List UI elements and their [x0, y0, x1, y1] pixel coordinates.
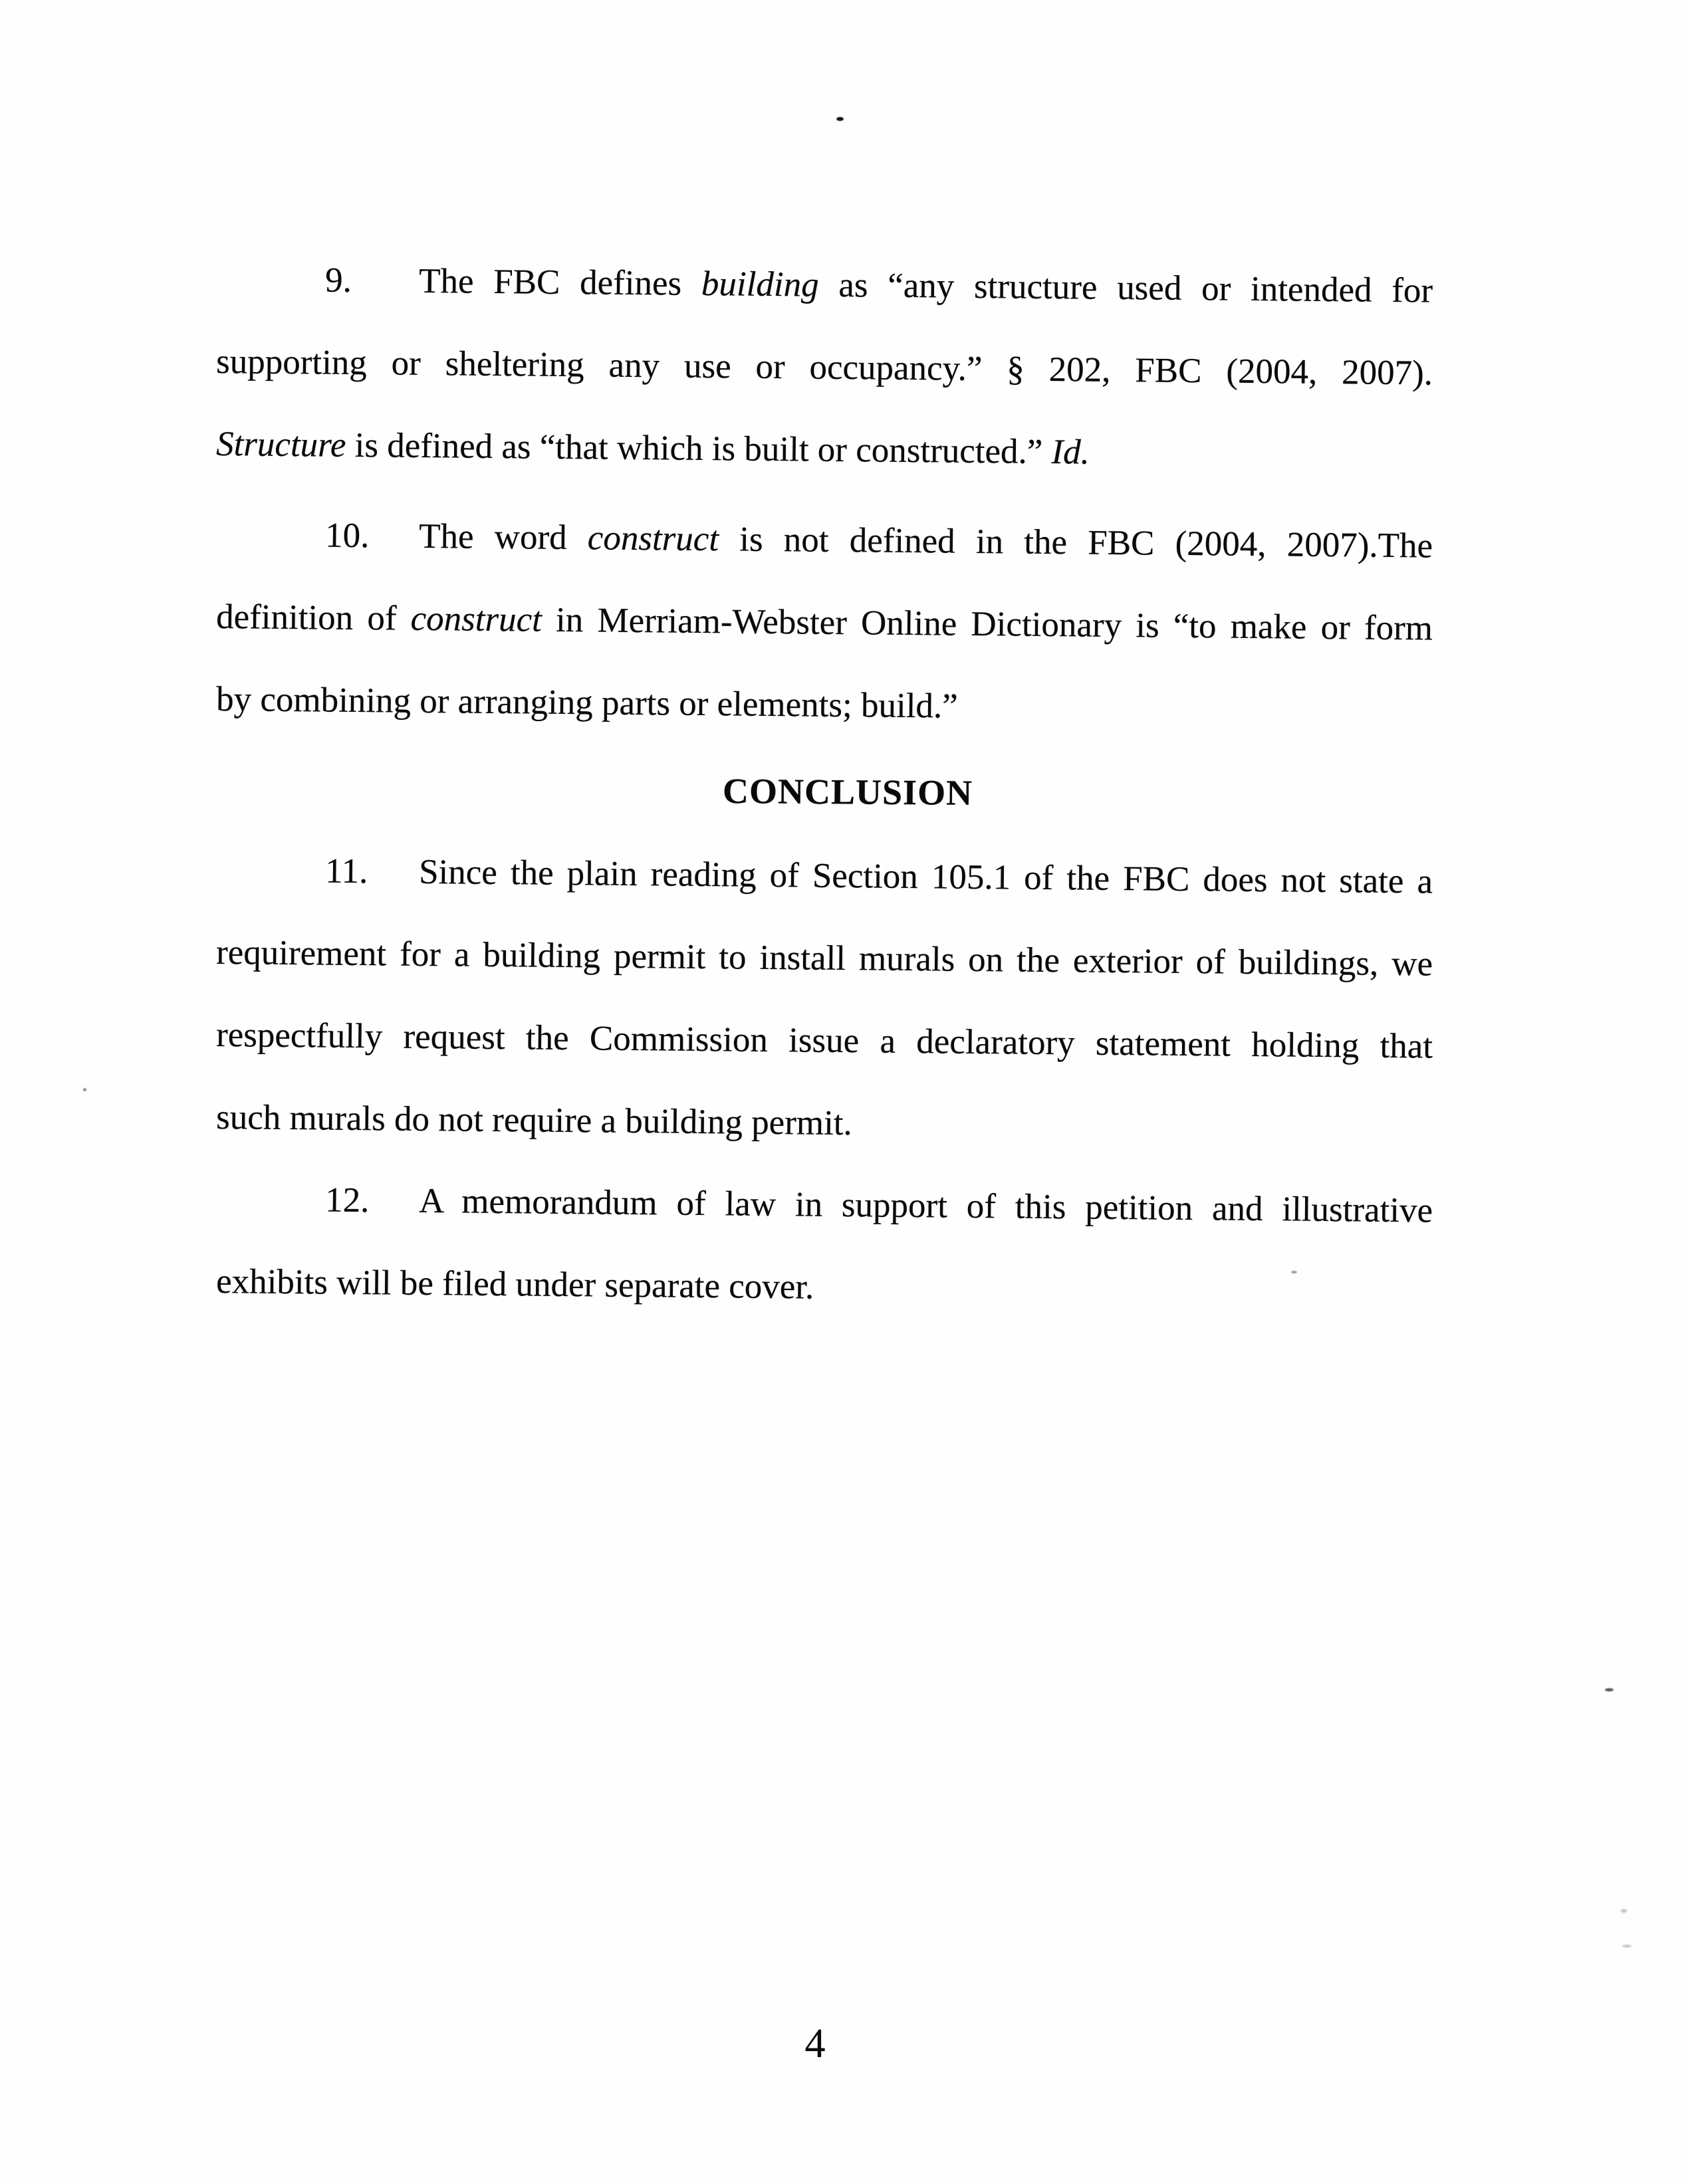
italic-term: construct [587, 518, 719, 559]
paragraph-12 [216, 1158, 1433, 1323]
paragraph-number: 9. [324, 261, 352, 300]
p11-line-4 [216, 1076, 1433, 1170]
scan-artifact [1622, 1945, 1631, 1947]
scan-artifact [836, 117, 844, 121]
page-number: 4 [804, 2021, 826, 2066]
text-segment: by combining or arranging parts or elements; build.” [215, 680, 959, 726]
text-segment: in Merriam-Webster Online Dictionary is “to make or form [541, 600, 1433, 648]
italic-term: building [701, 265, 819, 304]
text-segment: is defined as “that which is built or constructed.” [346, 425, 1052, 472]
text-segment: The FBC defines [418, 261, 702, 304]
p12-line-1 [216, 1158, 1433, 1252]
scan-artifact [1291, 1271, 1297, 1273]
p10-line-3 [216, 658, 1433, 752]
text-segment: supporting or sheltering any use or occupancy.” § 202, FBC (2004, 2007). [215, 342, 1433, 393]
italic-term: Id. [1051, 433, 1090, 472]
p11-line-3 [216, 994, 1433, 1088]
p10-line-2 [216, 576, 1433, 670]
italic-term: construct [410, 599, 543, 639]
p12-line-2 [216, 1240, 1433, 1335]
p11-line-1 [216, 829, 1433, 923]
paragraph-10 [216, 493, 1433, 740]
text-segment: The word [418, 516, 588, 558]
conclusion-heading: CONCLUSION [722, 770, 973, 813]
scan-artifact [1621, 1909, 1627, 1913]
text-segment: as “any structure used or intended for [818, 265, 1433, 310]
text-segment: is not defined in the FBC (2004, 2007).The [718, 520, 1433, 566]
p9-line-2 [216, 320, 1433, 415]
text-segment: definition of [215, 598, 411, 638]
p9-line-1 [216, 238, 1433, 332]
text-segment: exhibits will be filed under separate cover. [215, 1262, 814, 1307]
p9-line-3 [216, 403, 1433, 497]
p11-line-2 [216, 911, 1433, 1006]
paragraph-number: 12. [324, 1180, 370, 1220]
paragraph-number: 11. [324, 851, 368, 891]
text-segment: requirement for a building permit to install murals on the exterior of buildings, we [215, 933, 1433, 984]
text-segment: such murals do not require a building permit. [215, 1098, 853, 1143]
scan-artifact [83, 1088, 86, 1091]
p10-line-1 [216, 493, 1433, 588]
text-segment: A memorandum of law in support of this petition and illustrative [418, 1181, 1433, 1230]
paragraph-number: 10. [324, 516, 370, 556]
paragraph-9 [216, 238, 1433, 485]
scan-artifact [1605, 1688, 1614, 1692]
text-segment: Since the plain reading of Section 105.1 of the FBC does not state a [418, 852, 1433, 901]
paragraph-11 [216, 829, 1433, 1158]
italic-term: Structure [215, 425, 346, 465]
text-segment: respectfully request the Commission issue a declaratory statement holding that [215, 1016, 1433, 1066]
